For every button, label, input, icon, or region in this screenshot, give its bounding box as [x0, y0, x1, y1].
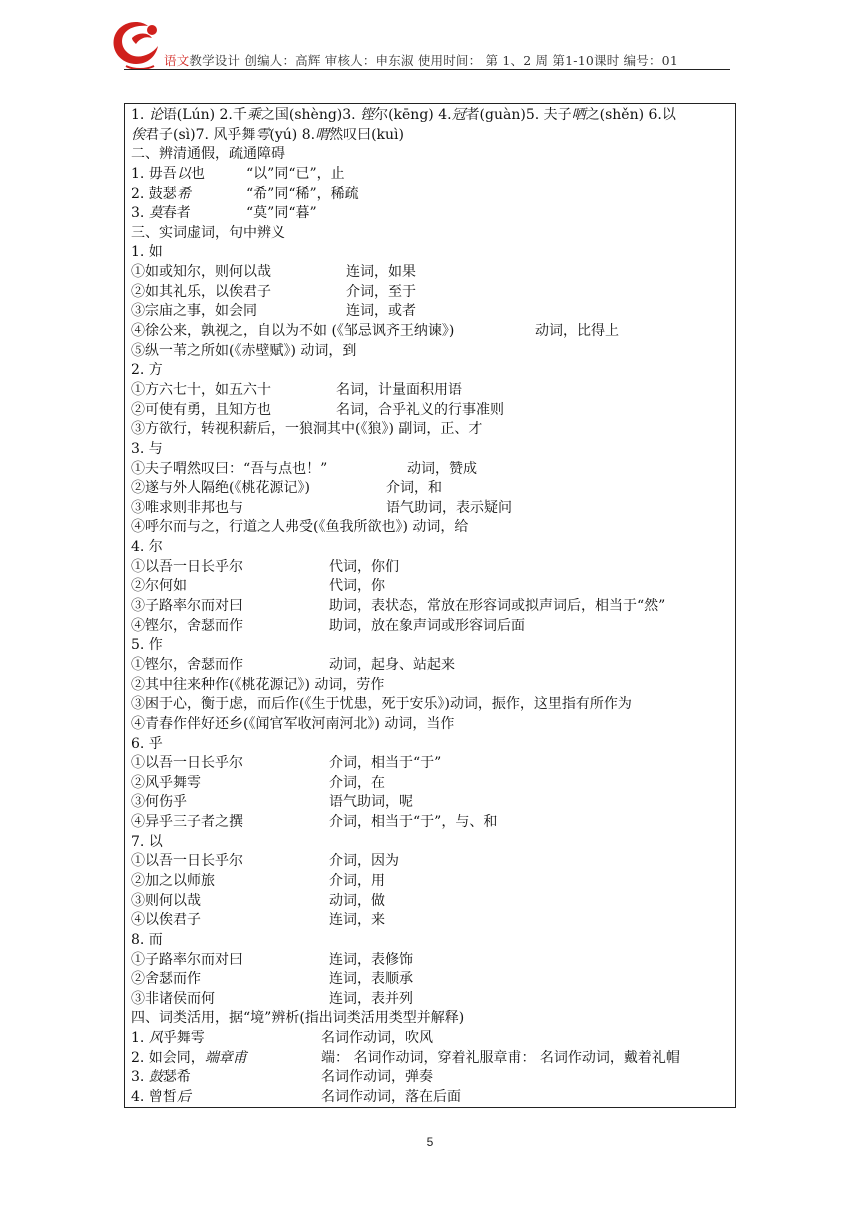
- line-text: [131, 1069, 191, 1085]
- text-segment: 3.: [131, 205, 149, 222]
- line-text: [131, 1050, 247, 1066]
- text-line: [131, 793, 729, 813]
- text-line: [131, 1088, 729, 1108]
- emphasized-word: 论: [148, 107, 163, 123]
- text-line: [131, 420, 729, 440]
- explanation: “莫”同“暮”: [246, 205, 317, 222]
- explanation: 助词，放在象声词或形容词后面: [329, 617, 525, 634]
- text-line: [131, 911, 729, 931]
- text-line: [131, 970, 729, 990]
- line-text: [131, 1010, 464, 1026]
- emphasized-word: 希: [176, 185, 191, 202]
- text-line: [131, 931, 729, 951]
- line-text: [131, 578, 187, 594]
- text-line: [131, 1029, 729, 1049]
- header-text: [164, 51, 678, 69]
- line-text: [131, 873, 215, 889]
- line-text: [131, 441, 163, 457]
- text-segment: 者(guàn)5. 夫子: [465, 107, 572, 123]
- line-text: [131, 244, 163, 260]
- text-segment: ②风乎舞雩: [131, 774, 201, 791]
- text-segment: ③方欲行，转视积薪后，一狼洞其中(《狼》) 副词，正、才: [131, 421, 483, 438]
- text-segment: 之国(shèng)3.: [260, 107, 361, 123]
- page-number: 5: [426, 1135, 434, 1149]
- line-text: [131, 971, 201, 987]
- line-text: [131, 991, 215, 1007]
- text-line: [131, 361, 729, 381]
- explanation: 介词，和: [386, 480, 442, 497]
- line-text: [131, 696, 632, 712]
- content-box: [124, 103, 736, 1108]
- text-segment: ②遂与外人隔绝(《桃花源记》): [131, 480, 310, 497]
- explanation: 名词作动词，弹奏: [321, 1069, 433, 1086]
- text-segment: ①以吾一日长乎尔: [131, 755, 243, 772]
- text-segment: 然叹曰(kuì): [329, 126, 404, 143]
- text-segment: ②如其礼乐，以俟君子: [131, 283, 271, 300]
- text-segment: 春者: [162, 205, 191, 222]
- explanation: 语气助词，表示疑问: [386, 499, 512, 516]
- line-text: [131, 519, 468, 535]
- line-text: [131, 893, 201, 909]
- text-segment: (yú) 8.: [269, 126, 316, 143]
- line-text: [131, 323, 454, 339]
- text-line: [131, 636, 729, 656]
- line-text: [131, 186, 191, 202]
- line-text: [131, 343, 356, 359]
- line-text: [131, 166, 205, 182]
- text-line: [131, 145, 729, 165]
- text-line: [131, 852, 729, 872]
- explanation: 名词，合乎礼义的行事准则: [336, 401, 504, 418]
- text-segment: ①夫子喟然叹曰：“吾与点也！”: [131, 460, 328, 477]
- line-text: [131, 1030, 205, 1046]
- text-line: [131, 224, 729, 244]
- text-line: [131, 833, 729, 853]
- text-line: [131, 754, 729, 774]
- line-text: [131, 461, 327, 477]
- text-line: [131, 518, 729, 538]
- explanation: 动词，起身、站起来: [329, 656, 455, 673]
- explanation: 连词，表顺承: [329, 971, 413, 988]
- text-segment: 语(Lún) 2.千: [162, 107, 247, 123]
- text-line: [131, 479, 729, 499]
- text-line: [131, 990, 729, 1010]
- text-line: [131, 322, 729, 342]
- explanation: 代词，你们: [329, 558, 399, 575]
- header-rule: [124, 69, 730, 70]
- text-segment: ③困于心，衡于虑，而后作(《生于忧患，死于安乐》)动词，振作，这里指有所作为: [131, 696, 632, 713]
- text-segment: 君子(sì)7. 风乎舞: [145, 126, 256, 143]
- explanation: 连词，或者: [346, 303, 416, 320]
- text-segment: ②舍瑟而作: [131, 971, 201, 988]
- text-line: [131, 951, 729, 971]
- text-segment: ④徐公来，孰视之，自以为不如 (《邹忌讽齐王纳谏》): [131, 323, 455, 340]
- text-segment: ①方六七十，如五六十: [131, 381, 271, 398]
- line-text: [131, 146, 285, 162]
- emphasized-word: 鼓: [148, 1069, 163, 1086]
- line-text: [131, 539, 163, 555]
- text-line: [131, 538, 729, 558]
- text-line: [131, 1009, 729, 1029]
- text-segment: ①如或知尔，则何以哉: [131, 264, 271, 281]
- explanation: 端： 名词作动词，穿着礼服章甫： 名词作动词，戴着礼帽: [321, 1049, 680, 1066]
- explanation: 名词，计量面积用语: [336, 381, 462, 398]
- text-segment: 7. 以: [131, 833, 163, 850]
- text-segment: 之(shěn) 6.以: [585, 107, 676, 123]
- text-segment: ③非诸侯而何: [131, 990, 215, 1007]
- line-text: [131, 127, 404, 143]
- explanation: 连词，来: [329, 912, 385, 929]
- text-line: [131, 381, 729, 401]
- text-segment: ③子路率尔而对曰: [131, 598, 243, 615]
- line-text: [131, 637, 163, 653]
- text-line: [131, 106, 729, 126]
- text-segment: 三、实词虚词，句中辨义: [131, 224, 285, 241]
- text-segment: ②尔何如: [131, 578, 187, 595]
- header-info: 教学设计 创编人：高辉 审核人：申东淑 使用时间： 第 1、2 周 第1-10课时 编号：01: [189, 53, 678, 68]
- text-line: [131, 440, 729, 460]
- explanation: 介词，相当于“于”，与、和: [329, 814, 498, 831]
- line-text: [131, 284, 271, 300]
- text-segment: 1.: [131, 107, 149, 123]
- text-segment: 乎舞雩: [162, 1030, 205, 1047]
- text-segment: 四、词类活用，据“境”辨析(指出词类活用类型并解释): [131, 1010, 465, 1027]
- text-line: [131, 204, 729, 224]
- text-segment: 8. 而: [131, 931, 163, 948]
- text-segment: ①以吾一日长乎尔: [131, 853, 243, 870]
- line-text: [131, 559, 243, 575]
- explanation: “以”同“已”，止: [246, 165, 345, 182]
- text-line: [131, 695, 729, 715]
- text-segment: ②可使有勇，且知方也: [131, 401, 271, 418]
- text-segment: 2. 方: [131, 362, 163, 379]
- explanation: 连词，表并列: [329, 990, 413, 1007]
- text-segment: 2. 鼓瑟: [131, 185, 177, 202]
- text-line: [131, 715, 729, 735]
- line-text: [131, 775, 201, 791]
- text-segment: 4. 曾皙: [131, 1089, 177, 1106]
- line-text: [131, 382, 271, 398]
- emphasized-word: 乘: [246, 107, 261, 123]
- explanation: 介词，相当于“于”: [329, 755, 442, 772]
- text-segment: ③唯求则非邦也与: [131, 499, 243, 516]
- text-segment: 3. 与: [131, 440, 163, 457]
- text-segment: 二、辨清通假，疏通障碍: [131, 146, 285, 163]
- line-text: [131, 264, 271, 280]
- emphasized-word: 铿: [360, 107, 375, 123]
- line-text: [131, 794, 187, 810]
- text-line: [131, 165, 729, 185]
- text-segment: ①子路率尔而对曰: [131, 951, 243, 968]
- text-segment: 1. 毋吾: [131, 165, 177, 182]
- emphasized-word: 冠: [451, 107, 466, 123]
- line-text: [131, 421, 482, 437]
- school-logo: [108, 16, 164, 72]
- explanation: 介词，因为: [329, 853, 399, 870]
- explanation: 动词，做: [329, 892, 385, 909]
- emphasized-word: 莫: [148, 205, 163, 222]
- text-line: [131, 892, 729, 912]
- explanation: 动词，赞成: [407, 460, 477, 477]
- explanation: “希”同“稀”，稀疏: [246, 185, 359, 202]
- text-line: [131, 499, 729, 519]
- text-segment: ⑤纵一苇之所如(《赤壁赋》) 动词，到: [131, 342, 357, 359]
- text-line: [131, 735, 729, 755]
- line-text: [131, 480, 310, 496]
- header-subject: 语文: [164, 53, 190, 68]
- text-segment: 4. 尔: [131, 539, 163, 556]
- text-segment: ①铿尔，舍瑟而作: [131, 656, 243, 673]
- line-text: [131, 853, 243, 869]
- line-text: [131, 107, 676, 123]
- text-line: [131, 656, 729, 676]
- line-text: [131, 205, 191, 221]
- line-text: [131, 303, 257, 319]
- emphasized-word: 喟: [315, 126, 330, 143]
- text-segment: ④铿尔，舍瑟而作: [131, 617, 243, 634]
- text-segment: 尔(kēng) 4.: [374, 107, 452, 123]
- line-text: [131, 598, 243, 614]
- line-text: [131, 657, 243, 673]
- text-line: [131, 597, 729, 617]
- text-line: [131, 185, 729, 205]
- emphasized-word: 后: [176, 1089, 191, 1106]
- emphasized-word: 端章甫: [204, 1049, 247, 1066]
- explanation: 介词，在: [329, 774, 385, 791]
- text-line: [131, 774, 729, 794]
- explanation: 名词作动词，吹风: [321, 1030, 433, 1047]
- line-text: [131, 736, 163, 752]
- text-line: [131, 1049, 729, 1069]
- line-text: [131, 500, 243, 516]
- text-segment: 2. 如会同，: [131, 1049, 205, 1066]
- text-segment: ④异乎三子者之撰: [131, 814, 243, 831]
- emphasized-word: 哂: [571, 107, 586, 123]
- emphasized-word: 俟: [131, 126, 145, 143]
- line-text: [131, 618, 243, 634]
- text-line: [131, 460, 729, 480]
- explanation: 动词，比得上: [535, 323, 619, 340]
- emphasized-word: 风: [148, 1030, 163, 1047]
- explanation: 介词，至于: [346, 283, 416, 300]
- line-text: [131, 225, 285, 241]
- line-text: [131, 677, 384, 693]
- text-segment: 瑟希: [162, 1069, 191, 1086]
- text-line: [131, 872, 729, 892]
- emphasized-word: 以: [176, 165, 191, 182]
- line-text: [131, 952, 243, 968]
- text-segment: ③何伤乎: [131, 794, 187, 811]
- text-line: [131, 676, 729, 696]
- text-line: [131, 577, 729, 597]
- text-segment: 3.: [131, 1069, 149, 1086]
- line-text: [131, 932, 163, 948]
- text-line: [131, 342, 729, 362]
- text-segment: 1. 如: [131, 244, 163, 261]
- explanation: 助词，表状态，常放在形容词或拟声词后，相当于“然”: [329, 598, 666, 615]
- text-segment: ③宗庙之事，如会同: [131, 303, 257, 320]
- text-segment: 也: [190, 165, 205, 182]
- text-line: [131, 558, 729, 578]
- explanation: 连词，表修饰: [329, 951, 413, 968]
- text-segment: ③则何以哉: [131, 892, 201, 909]
- line-text: [131, 912, 201, 928]
- text-line: [131, 302, 729, 322]
- text-segment: ①以吾一日长乎尔: [131, 558, 243, 575]
- explanation: 介词，用: [329, 872, 385, 889]
- text-line: [131, 401, 729, 421]
- text-line: [131, 283, 729, 303]
- emphasized-word: 雩: [255, 126, 270, 143]
- line-text: [131, 755, 243, 771]
- text-line: [131, 813, 729, 833]
- explanation: 代词，你: [329, 578, 385, 595]
- text-segment: ④呼尔而与之，行道之人弗受(《鱼我所欲也》) 动词，给: [131, 519, 469, 536]
- text-line: [131, 617, 729, 637]
- explanation: 连词，如果: [346, 264, 416, 281]
- explanation: 名词作动词，落在后面: [321, 1089, 461, 1106]
- text-segment: 6. 乎: [131, 735, 163, 752]
- text-segment: ②其中往来种作(《桃花源记》) 动词，劳作: [131, 676, 385, 693]
- text-segment: ④青春作伴好还乡(《闻官军收河南河北》) 动词，当作: [131, 715, 455, 732]
- line-text: [131, 834, 163, 850]
- text-line: [131, 263, 729, 283]
- text-line: [131, 126, 729, 146]
- line-text: [131, 362, 163, 378]
- line-text: [131, 402, 271, 418]
- text-segment: 1.: [131, 1030, 149, 1047]
- explanation: 语气助词，呢: [329, 794, 413, 811]
- text-segment: ②加之以师旅: [131, 872, 215, 889]
- text-line: [131, 243, 729, 263]
- text-segment: ④以俟君子: [131, 912, 201, 929]
- text-line: [131, 1068, 729, 1088]
- line-text: [131, 1089, 191, 1105]
- line-text: [131, 716, 454, 732]
- line-text: [131, 814, 243, 830]
- text-segment: 5. 作: [131, 637, 163, 654]
